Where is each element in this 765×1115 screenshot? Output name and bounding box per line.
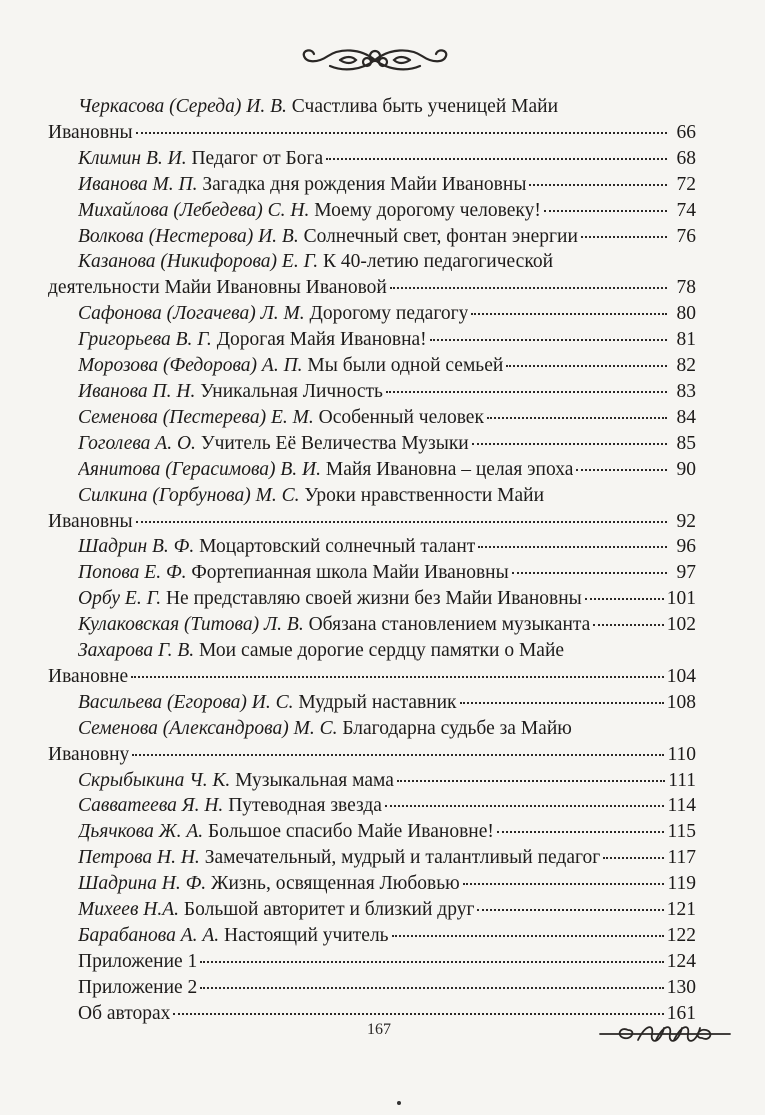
toc-title: Музыкальная мама	[230, 769, 394, 791]
toc-page-number: 85	[676, 432, 696, 454]
toc-page-number: 66	[676, 121, 696, 143]
toc-title: Приложение 2	[78, 976, 198, 998]
toc-entry	[48, 172, 696, 198]
toc-entry	[48, 327, 696, 353]
toc-author: Морозова (Федорова) А. П.	[78, 355, 303, 377]
toc-page-number: 82	[676, 355, 696, 377]
toc-title: Уроки нравственности Майи	[299, 484, 545, 506]
toc-page-number: 96	[676, 536, 696, 558]
toc-title: Моему дорогому человеку!	[309, 199, 541, 221]
toc-entry	[48, 431, 696, 457]
dot-leader	[132, 753, 664, 756]
toc-author: Орбу Е. Г.	[78, 588, 162, 610]
toc-entry	[48, 146, 696, 172]
toc-entry	[48, 586, 696, 612]
toc-title-continued: деятельности Майи Ивановны Ивановой	[48, 277, 387, 299]
dot-leader	[463, 882, 665, 885]
toc-entry	[48, 405, 696, 431]
table-of-contents	[48, 94, 696, 1027]
dot-leader	[472, 442, 667, 445]
toc-title: Дорогая Майя Ивановна!	[211, 329, 427, 351]
toc-page-number: 121	[666, 899, 696, 921]
toc-author: Шадрин В. Ф.	[78, 536, 195, 558]
dot-leader	[478, 545, 667, 548]
toc-author: Иванова П. Н.	[78, 380, 196, 402]
toc-title-continued: Ивановны	[48, 510, 133, 532]
toc-entry	[48, 638, 696, 690]
toc-author: Попова Е. Ф.	[78, 562, 187, 584]
dot-leader	[593, 623, 663, 626]
dot-leader	[200, 960, 663, 963]
toc-page-number: 119	[667, 873, 696, 895]
toc-page-number: 72	[676, 173, 696, 195]
toc-title: Настоящий учитель	[219, 925, 389, 946]
toc-author: Волкова (Нестерова) И. В.	[78, 225, 299, 247]
dot-leader	[326, 157, 667, 160]
toc-entry	[48, 819, 696, 845]
toc-entry	[48, 897, 696, 923]
toc-entry	[48, 560, 696, 586]
toc-author: Иванова М. П.	[78, 173, 198, 195]
toc-title: Жизнь, освященная Любовью	[206, 873, 460, 895]
toc-title: Обязана становлением музыканта	[303, 614, 591, 636]
toc-author: Семенова (Пестерева) Е. М.	[78, 406, 314, 428]
toc-author: Захарова Г. В.	[78, 640, 195, 662]
toc-author: Шадрина Н. Ф.	[78, 873, 207, 895]
toc-title: Уникальная Личность	[195, 380, 383, 402]
toc-title: Загадка дня рождения Майи Ивановны	[197, 173, 527, 195]
toc-page-number: 102	[666, 614, 696, 636]
toc-author: Савватеева Я. Н.	[78, 795, 224, 817]
dot-leader	[430, 338, 667, 341]
toc-page-number: 161	[666, 1002, 696, 1024]
dot-leader	[576, 468, 667, 471]
toc-author: Дьячкова Ж. А.	[78, 821, 204, 843]
toc-title: Фортепианная школа Майи Ивановны	[186, 562, 509, 584]
toc-page-number: 101	[666, 588, 696, 610]
toc-page-number: 83	[676, 380, 696, 402]
toc-author: Скрыбыкина Ч. К.	[78, 769, 231, 791]
toc-entry	[48, 198, 696, 224]
dot-leader	[477, 908, 663, 911]
decorative-flourish-icon	[300, 44, 450, 76]
toc-title: Большой авторитет и близкий друг	[179, 899, 475, 921]
toc-title: Замечательный, мудрый и талантливый педагог	[199, 847, 601, 869]
toc-author: Михеев Н.А.	[78, 899, 180, 921]
dot-leader	[136, 131, 667, 134]
dot-leader	[390, 286, 667, 289]
toc-entry	[48, 690, 696, 716]
toc-title: Мои самые дорогие сердцу памятки о Майе	[194, 640, 565, 662]
dot-leader	[397, 779, 665, 782]
toc-entry	[48, 534, 696, 560]
toc-page-number: 117	[667, 847, 696, 869]
toc-author: Гоголева А. О.	[78, 432, 196, 454]
dot-leader	[487, 416, 667, 419]
page-number: 167	[367, 1021, 391, 1038]
dot-leader	[529, 183, 667, 186]
toc-page-number: 122	[666, 925, 696, 946]
toc-title: Путеводная звезда	[223, 795, 382, 817]
toc-title: К 40-летию педагогической	[318, 251, 554, 273]
toc-page-number: 114	[667, 795, 696, 817]
toc-title: Учитель Её Величества Музыки	[195, 432, 469, 454]
toc-entry	[48, 249, 696, 301]
toc-title: Не представляю своей жизни без Майи Ивановны	[161, 588, 582, 610]
toc-title: Мудрый наставник	[293, 691, 457, 713]
dot-leader	[581, 235, 667, 238]
print-mark	[397, 1101, 401, 1105]
dot-leader	[471, 312, 667, 315]
toc-author: Аянитова (Герасимова) В. И.	[78, 458, 322, 480]
toc-author: Кулаковская (Титова) Л. В.	[78, 614, 304, 636]
toc-entry	[48, 949, 696, 975]
toc-author: Барабанова А. А.	[78, 925, 220, 946]
dot-leader	[385, 804, 665, 807]
toc-page-number: 130	[666, 976, 696, 998]
toc-title-continued: Ивановне	[48, 665, 129, 687]
dot-leader	[460, 701, 664, 704]
dot-leader	[131, 675, 664, 678]
toc-author: Григорьева В. Г.	[78, 329, 212, 351]
toc-title: Мы были одной семьей	[302, 355, 504, 377]
toc-author: Семенова (Александрова) М. С.	[78, 717, 338, 739]
toc-page-number: 97	[676, 562, 696, 584]
toc-page-number: 108	[666, 691, 696, 713]
decorative-scroll-icon	[598, 1020, 733, 1048]
toc-entry	[48, 871, 696, 897]
dot-leader	[392, 934, 664, 937]
toc-author: Петрова Н. Н.	[78, 847, 200, 869]
toc-entry	[48, 768, 696, 794]
toc-page-number: 90	[676, 458, 696, 480]
toc-page-number: 111	[668, 769, 696, 791]
dot-leader	[603, 856, 664, 859]
toc-title: Приложение 1	[78, 950, 198, 972]
toc-page-number: 68	[676, 147, 696, 169]
toc-entry	[48, 793, 696, 819]
toc-title-continued: Ивановну	[48, 743, 130, 765]
toc-page-number: 104	[666, 665, 696, 687]
toc-entry	[48, 923, 696, 949]
toc-title: Дорогому педагогу	[304, 303, 469, 325]
toc-title: Благодарна судьбе за Майю	[337, 717, 572, 739]
toc-author: Михайлова (Лебедева) С. Н.	[78, 199, 310, 221]
toc-title: Счастлива быть ученицей Майи	[286, 96, 559, 117]
toc-entry	[48, 224, 696, 250]
dot-leader	[544, 209, 667, 212]
toc-page-number: 110	[667, 743, 696, 765]
dot-leader	[506, 364, 667, 367]
toc-page-number: 115	[667, 821, 696, 843]
toc-title: Особенный человек	[313, 406, 484, 428]
toc-title: Об авторах	[78, 1002, 171, 1024]
dot-leader	[173, 1012, 663, 1015]
toc-entry	[48, 845, 696, 871]
toc-title: Педагог от Бога	[186, 147, 324, 169]
toc-entry	[48, 975, 696, 1001]
toc-entry	[48, 716, 696, 768]
toc-entry	[48, 94, 696, 146]
toc-page-number: 74	[676, 199, 696, 221]
toc-page-number: 84	[676, 406, 696, 428]
toc-entry	[48, 457, 696, 483]
toc-title: Большое спасибо Майе Ивановне!	[203, 821, 494, 843]
toc-page-number: 81	[676, 329, 696, 351]
toc-entry	[48, 379, 696, 405]
toc-author: Казанова (Никифорова) Е. Г.	[78, 251, 319, 273]
toc-title: Моцартовский солнечный талант	[194, 536, 476, 558]
toc-author: Сафонова (Логачева) Л. М.	[78, 303, 305, 325]
toc-page-number: 92	[676, 510, 696, 532]
toc-page-number: 80	[676, 303, 696, 325]
toc-entry	[48, 301, 696, 327]
toc-author: Черкасова (Середа) И. В.	[78, 96, 287, 117]
toc-entry	[48, 612, 696, 638]
dot-leader	[585, 597, 664, 600]
dot-leader	[512, 571, 667, 574]
toc-author: Климин В. И.	[78, 147, 187, 169]
dot-leader	[200, 986, 663, 989]
dot-leader	[497, 830, 665, 833]
dot-leader	[386, 390, 667, 393]
toc-title: Майя Ивановна – целая эпоха	[321, 458, 574, 480]
toc-title-continued: Ивановны	[48, 121, 133, 143]
toc-page-number: 76	[676, 225, 696, 247]
toc-entry	[48, 353, 696, 379]
dot-leader	[136, 520, 667, 523]
toc-author: Силкина (Горбунова) М. С.	[78, 484, 300, 506]
toc-entry	[48, 483, 696, 535]
toc-title: Солнечный свет, фонтан энергии	[298, 225, 578, 247]
toc-page-number: 124	[666, 950, 696, 972]
toc-page-number: 78	[676, 277, 696, 299]
toc-author: Васильева (Егорова) И. С.	[78, 691, 294, 713]
